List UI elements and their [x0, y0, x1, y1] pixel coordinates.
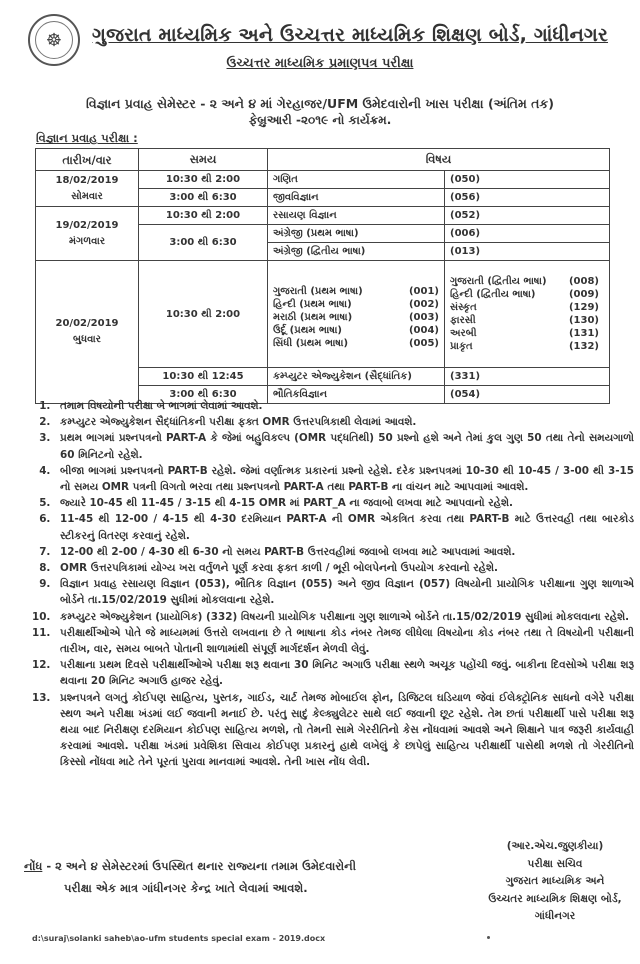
language-item	[273, 286, 439, 297]
language-name: ગુજરાતી (પ્રથમ ભાષા)	[273, 286, 363, 297]
code-cell: (052)	[445, 207, 610, 225]
header-subject: વિષય	[268, 149, 610, 171]
language-name: ગુજરાતી (દ્વિતીય ભાષા)	[450, 276, 547, 287]
language-code: (005)	[408, 338, 439, 349]
exam-subtitle: ફેબ્રુઆરી -૨૦૧૯ નો કાર્યક્રમ.	[248, 113, 392, 127]
language-code: (129)	[568, 302, 599, 313]
table-row	[36, 261, 610, 368]
section-label: વિજ્ઞાન પ્રવાહ પરીક્ષા :	[36, 131, 138, 145]
instruction-item: 3. પ્રથમ ભાગમાં પ્રશ્નપત્રનો PART-A કે જેમાં બહુવિકલ્પ (OMR પદ્ધતિથી) 50 પ્રશ્નો હશે અને તેમાં કુલ ગુણ 50 તથા તેનો સમયગાળો 60 મિનિટનો રહેશે.	[54, 430, 634, 462]
footer-note-line1	[24, 855, 424, 877]
stray-mark	[487, 936, 490, 939]
time-cell: 3:00 થી 6:30	[139, 386, 268, 404]
footer-note-label: નોંધ	[24, 859, 43, 873]
signatory-city: ગાંધીનગર	[534, 910, 576, 922]
language-item	[450, 276, 599, 287]
date: 18/02/2019	[55, 174, 119, 186]
table-header-row	[36, 149, 610, 171]
date: 19/02/2019	[55, 219, 119, 231]
signature-block	[470, 838, 640, 926]
code-cell: (013)	[445, 243, 610, 261]
code-cell: (054)	[445, 386, 610, 404]
language-item	[450, 302, 599, 313]
language-code: (131)	[568, 328, 599, 339]
exam-title	[0, 96, 640, 112]
language-item	[450, 328, 599, 339]
subject-cell: અંગ્રેજી (દ્વિતીય ભાષા)	[268, 243, 445, 261]
code-cell: (050)	[445, 171, 610, 189]
instruction-item: 6. 11-45 થી 12-00 / 4-15 થી 4-30 દરમિયાન PART-A ની OMR એકત્રિત કરવા તથા PART-B માટે ઉત્તરવહી તથા બારકોડ સ્ટીકરનું વિતરણ કરવાનું રહેશે.	[54, 511, 634, 543]
weekday: બુધવાર	[73, 334, 101, 345]
language-name: હિન્દી (પ્રથમ ભાષા)	[273, 299, 352, 310]
board-name: ગુજરાત માધ્યમિક અને ઉચ્ચત્તર માધ્યમિક શિક્ષણ બોર્ડ, ગાંધીનગર	[92, 24, 609, 46]
language-code: (130)	[568, 315, 599, 326]
language-item	[450, 315, 599, 326]
code-cell: (331)	[445, 368, 610, 386]
instruction-item: 7. 12-00 થી 2-00 / 4-30 થી 6-30 નો સમય PART-B ઉત્તરવહીમાં જવાબો લખવા માટે આપવામાં આવશે.	[54, 544, 634, 560]
weekday: સોમવાર	[71, 190, 103, 202]
instruction-item: 13. પ્રશ્નપત્રને લગતું કોઈપણ સાહિત્ય, પુસ્તક, ગાઈડ, ચાર્ટ તેમજ મોબાઈલ ફોન, ડિજિટલ ઘડિયાળ જેવાં ઈલેક્ટ્રોનિક સાધનો વગેરે પરીક્ષા સ્થળ અને પરીક્ષા ખંડમાં લઈ જવાની મનાઈ છે. પરંતુ સાદું કેલ્ક્યુલેટર સાથે લઈ જવાની છૂટ રહેશે. તેમ છતાં પરીક્ષાર્થી પાસે પરીક્ષા શરૂ થયા બાદ નિરીક્ષણ દરમિયાન કોઈપણ સાહિત્ય મળશે, તો તેમની સામે ગેરરીતિનો કેસ નોંધવામાં આવશે અને શિક્ષાને પાત્ર જરૂરી કાર્યવાહી કરવામાં આવશે. પરીક્ષા ખંડમાં પ્રવેશિકા સિવાય કોઈપણ પ્રકારનું હાથે લખેલું કે છાપેલું સાહિત્ય પરીક્ષાર્થી પાસેથી મળશે તો ગેરરીતિનો કિસ્સો નોંધવા માટે તેને પૂરતાં પુરાવા માનવામાં આવશે. તેની ખાસ નોંધ લેવી.	[54, 690, 634, 771]
time-cell: 3:00 થી 6:30	[139, 189, 268, 207]
language-code: (002)	[408, 299, 439, 310]
language-code: (004)	[408, 325, 439, 336]
instruction-item: 10. કમ્પ્યુટર એજ્યુકેશન (પ્રાયોગિક) (332) વિષયની પ્રાયોગિક પરીક્ષાના ગુણ શાળાએ બોર્ડને તા.15/02/2019 સુધીમાં મોકલવાના રહેશે.	[54, 609, 634, 625]
code-cell: (056)	[445, 189, 610, 207]
language-name: પ્રાકૃત	[450, 341, 473, 352]
time-cell: 3:00 થી 6:30	[139, 225, 268, 261]
instruction-item: 4. બીજા ભાગમાં પ્રશ્નપત્રનો PART-B રહેશે. જેમાં વર્ણાત્મક પ્રકારનાં પ્રશ્નો રહેશે. દરેક પ્રશ્નપત્રમાં 10-30 થી 10-45 / 3-00 થી 3-15 નો સમય OMR પત્રની વિગતો ભરવા તથા પ્રશ્નપત્રનો PART-A તથા PART-B ના વાંચન માટે આપવામાં આવશે.	[54, 463, 634, 495]
footer-note-line2: પરીક્ષા એક માત્ર ગાંધીનગર કેન્દ્ર ખાતે લેવામાં આવશે.	[64, 881, 308, 895]
first-language-cell	[268, 261, 445, 368]
date-cell	[36, 207, 139, 261]
language-name: ઉર્દૂ (પ્રથમ ભાષા)	[273, 325, 342, 336]
language-name: અરબી	[450, 328, 477, 339]
date: 20/02/2019	[55, 318, 119, 329]
subject-cell: જીવવિજ્ઞાન	[268, 189, 445, 207]
footer-note	[24, 855, 424, 899]
instructions-list	[28, 398, 634, 771]
language-item	[450, 341, 599, 352]
signatory-designation: પરીક્ષા સચિવ	[527, 857, 583, 870]
file-path: d:\suraj\solanki saheb\ao-ufm students special exam - 2019.docx	[32, 934, 326, 943]
subject-cell: ગણિત	[268, 171, 445, 189]
language-item	[273, 325, 439, 336]
signatory-org-line1: ગુજરાત માધ્યમિક અને	[505, 875, 605, 887]
date-cell	[36, 171, 139, 207]
header-date: તારીખ/વાર	[36, 149, 139, 171]
weekday: મંગળવાર	[68, 235, 105, 247]
header-time: સમય	[139, 149, 268, 171]
language-item	[273, 299, 439, 310]
instruction-item: 9. વિજ્ઞાન પ્રવાહ રસાયણ વિજ્ઞાન (053), ભૌતિક વિજ્ઞાન (055) અને જીવ વિજ્ઞાન (057) વિષયોની પ્રાયોગિક પરીક્ષાના ગુણ શાળાએ બોર્ડને તા.15/02/2019 સુધીમાં મોકલવાના રહેશે.	[54, 576, 634, 608]
language-name: મરાઠી (પ્રથમ ભાષા)	[273, 312, 353, 323]
seal-emblem-icon: ☸	[35, 21, 73, 59]
subject-cell: કમ્પ્યુટર એજ્યુકેશન (સૈદ્ધાંતિક)	[268, 368, 445, 386]
instruction-item: 12. પરીક્ષાના પ્રથમ દિવસે પરીક્ષાર્થીઓએ પરીક્ષા શરૂ થવાના 30 મિનિટ અગાઉ પરીક્ષા સ્થળે અચૂક પહોંચી જવું. બાકીના દિવસોએ પરીક્ષા શરૂ થવાના 20 મિનિટ અગાઉ હાજર રહેવું.	[54, 657, 634, 689]
instruction-item: 5. જ્યારે 10-45 થી 11-45 / 3-15 થી 4-15 OMR માં PART_A ના જવાબો લખવા માટે આપવાનો રહેશે.	[54, 495, 634, 511]
table-row	[36, 207, 610, 225]
time-cell: 10:30 થી 2:00	[139, 171, 268, 189]
time-cell: 10:30 થી 12:45	[139, 368, 268, 386]
code-cell: (006)	[445, 225, 610, 243]
language-code: (132)	[568, 341, 599, 352]
language-name: ફારસી	[450, 315, 476, 326]
language-name: હિન્દી (દ્વિતીય ભાષા)	[450, 289, 536, 300]
first-language-list	[273, 286, 439, 349]
date-cell	[36, 261, 139, 404]
subject-cell: અંગ્રેજી (પ્રથમ ભાષા)	[268, 225, 445, 243]
signatory-name: (આર.એચ.જુણકીયા)	[506, 840, 604, 852]
second-language-cell	[445, 261, 610, 368]
instruction-item: 1. તમામ વિષયોની પરીક્ષા બે ભાગમાં લેવામાં આવશે.	[54, 398, 634, 414]
table-row	[36, 171, 610, 189]
exam-title-emphasis: (અંતિમ તક)	[487, 96, 554, 111]
subject-cell: રસાયણ વિજ્ઞાન	[268, 207, 445, 225]
language-item	[450, 289, 599, 300]
schedule-table	[35, 148, 610, 404]
footer-note-text1: - ૨ અને ૪ સેમેસ્ટરમાં ઉપસ્થિત થનાર રાજ્યના તમામ ઉમેદવારોની	[42, 859, 357, 873]
instruction-item: 11. પરીક્ષાર્થીઓએ પોતે જે માધ્યમમાં ઉત્તરો લખવાના છે તે ભાષાના કોડ નંબર તેમજ લીધેલા વિષયોના કોડ નંબર તથા તે વિષયોની પરીક્ષાની તારીખ, વાર, સમય બાબતે પોતાની શાળામાંથી સંપૂર્ણ માર્ગદર્શન મેળવી લેવું.	[54, 625, 634, 657]
language-name: સિંધી (પ્રથમ ભાષા)	[273, 338, 349, 349]
instruction-item: 2. કમ્પ્યુટર એજ્યુકેશન સૈદ્ધાંતિકની પરીક્ષા ફક્ત OMR ઉત્તરપત્રિકાથી લેવામાં આવશે.	[54, 414, 634, 430]
time-cell: 10:30 થી 2:00	[139, 207, 268, 225]
language-code: (003)	[408, 312, 439, 323]
signatory-org-line2: ઉચ્ચતર માધ્યમિક શિક્ષણ બોર્ડ,	[488, 892, 622, 905]
subject-cell: ભૌતિકવિજ્ઞાન	[268, 386, 445, 404]
instruction-item: 8. OMR ઉત્તરપત્રિકામાં યોગ્ય ખરા વર્તુળને પૂર્ણ કરવા ફક્ત કાળી / ભૂરી બોલપેનનો ઉપયોગ કરવાનો રહેશે.	[54, 560, 634, 576]
language-code: (009)	[568, 289, 599, 300]
language-item	[273, 312, 439, 323]
language-code: (001)	[408, 286, 439, 297]
second-language-list	[450, 276, 599, 352]
language-code: (008)	[568, 276, 599, 287]
language-item	[273, 338, 439, 349]
exam-title-main: વિજ્ઞાન પ્રવાહ સેમેસ્ટર - ૨ અને ૪ માં ગેરહાજર/UFM ઉમેદવારોની ખાસ પરીક્ષા	[86, 96, 484, 111]
time-cell: 10:30 થી 2:00	[139, 261, 268, 368]
exam-name: ઉચ્ચત્તર માધ્યમિક પ્રમાણપત્ર પરીક્ષા	[226, 56, 414, 71]
language-name: સંસ્કૃત	[450, 302, 477, 313]
